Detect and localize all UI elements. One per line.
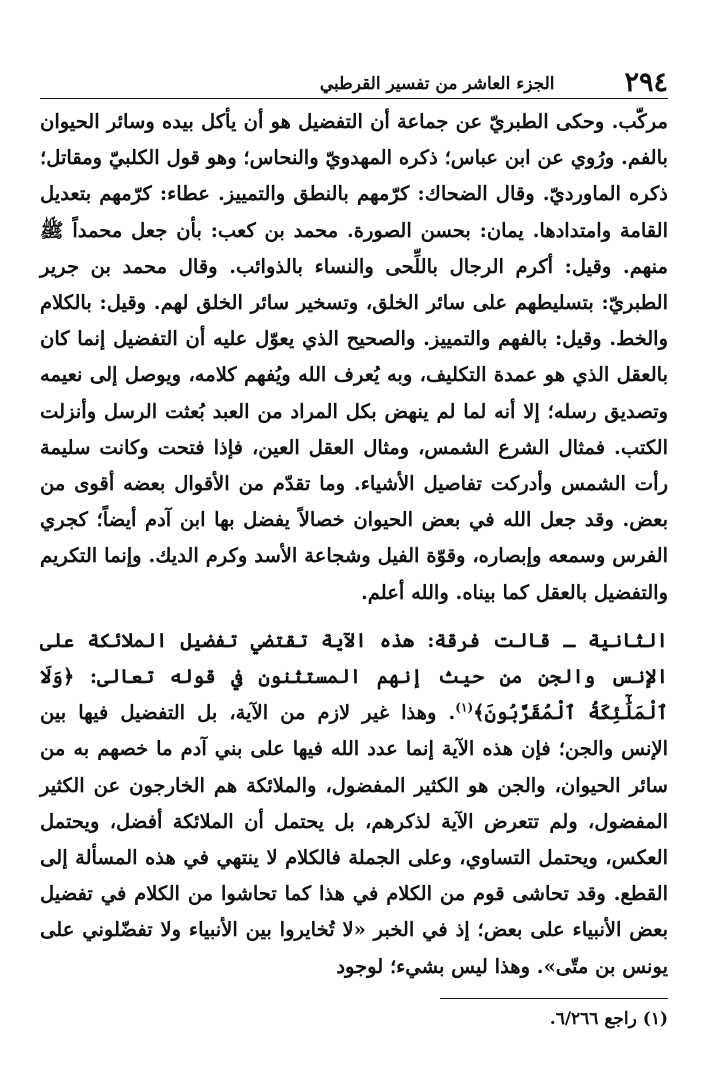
paragraph-2: [40, 623, 668, 985]
main-text: [40, 104, 668, 985]
footnote: (١) راجع ٦/٢٦٦.: [549, 1009, 668, 1029]
running-title: الجزء العاشر من تفسير القرطبي: [319, 74, 555, 94]
page-header: [40, 62, 668, 98]
footnote-reference: (١): [455, 700, 474, 715]
paragraph-2-start: الثانية ـ قالت فرقة: هذه الآية تقتضي تفضيل الملائكة على الإنس والجن من حيث إنهم المستثنون في قوله تعالى: ﴿وَلَا ٱلْمَلَٰٓئِكَةُ ٱلْمُقَرَّبُونَ﴾: [40, 628, 668, 725]
header-divider: [40, 98, 668, 99]
footnote-divider: [440, 998, 668, 999]
page-number: ٢٩٤: [624, 67, 668, 98]
paragraph-2-rest: . وهذا غير لازم من الآية، بل التفضيل فيها بين الإنس والجن؛ فإن هذه الآية إنما عدد الله فيها على بني آدم ما خصهم به من سائر الحيوان، والجن هو الكثير المفضول، والملائكة هم الخارجون عن الكثير المفضول، ولم تتعرض الآية لذكرهم، بل يحتمل أن الملائكة أفضل، ويحتمل العكس، ويحتمل التساوي، وعلى الجملة فالكلام لا ينتهي في هذه المسألة إلى القطع. وقد تحاشى قوم من الكلام في هذا كما تحاشوا من الكلام في تفضيل بعض الأنبياء على بعض؛ إذ في الخبر «لا تُخايروا بين الأنبياء ولا تفضّلوني على يونس بن متّى». وهذا ليس بشيء؛ لوجود: [40, 701, 668, 978]
paragraph-1: مركّب. وحكى الطبريّ عن جماعة أن التفضيل هو أن يأكل بيده وسائر الحيوان بالفم. ورُوي عن ابن عباس؛ ذكره المهدويّ والنحاس؛ وهو قول الكلبيّ ومقاتل؛ ذكره الماورديّ. وقال الضحاك: كرّمهم بالنطق والتمييز. عطاء: كرّمهم بتعديل القامة وامتدادها. يمان: بحسن الصورة. محمد بن كعب: بأن جعل محمداً ﷺ منهم. وقيل: أكرم الرجال باللِّحى والنساء بالذوائب. وقال محمد بن جرير الطبريّ: بتسليطهم على سائر الخلق، وتسخير سائر الخلق لهم. وقيل: بالكلام والخط. وقيل: بالفهم والتمييز. والصحيح الذي يعوّل عليه أن التفضيل إنما كان بالعقل الذي هو عمدة التكليف، وبه يُعرف الله ويُفهم كلامه، ويوصل إلى نعيمه وتصديق رسله؛ إلا أنه لما لم ينهض بكل المراد من العبد بُعثت الرسل وأنزلت الكتب. فمثال الشرع الشمس، ومثال العقل العين، فإذا فتحت وكانت سليمة رأت الشمس وأدركت تفاصيل الأشياء. وما تقدّم من الأقوال بعضه أقوى من بعض. وقد جعل الله في بعض الحيوان خصالاً يفضل بها ابن آدم أيضاً؛ كجري الفرس وسمعه وإبصاره، وقوّة الفيل وشجاعة الأسد وكرم الديك. وإنما التكريم والتفضيل بالعقل كما بيناه. والله أعلم.: [40, 110, 668, 604]
